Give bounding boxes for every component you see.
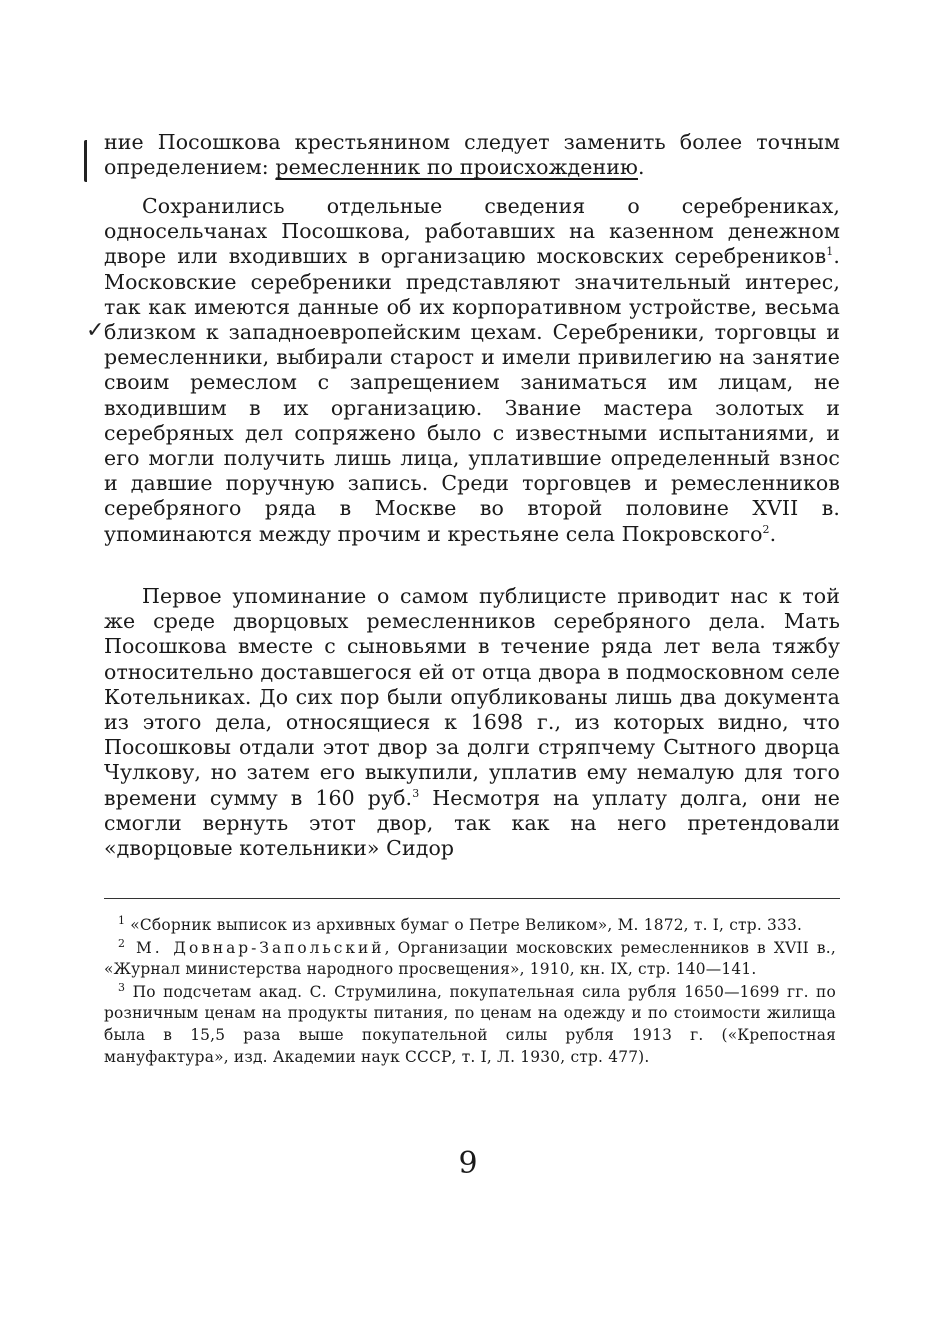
paragraph-3 <box>104 584 840 861</box>
paragraph-1-text: ние Посошкова крестьянином следует заменить более точным определением: <box>104 130 840 180</box>
paragraph-2 <box>104 194 840 547</box>
footnote-ref-1[interactable]: 1 <box>826 245 834 259</box>
underlined-phrase: ремесленник по происхождению <box>275 155 638 180</box>
footnote-3-text: По подсчетам акад. С. Струмилина, покупательная сила рубля 1650—1699 гг. по розничным ценам на продукты питания, по ценам на одежду и по стоимости жилища была в 15,5 раза выше покупательной силы рубля 1913 г. («Крепостная мануфактура», изд. Академии наук СССР, т. I, Л. 1930, стр. 477). <box>104 982 836 1066</box>
footnote-ref-3[interactable]: 3 <box>412 786 420 800</box>
page-number: 9 <box>458 1146 478 1181</box>
paragraph-2-part1: Сохранились отдельные сведения о серебрениках, односельчанах Посошкова, работавших на казенном денежном дворе или входивших в организацию московских серебреников <box>104 194 840 269</box>
paragraph-3-part1: Первое упоминание о самом публицисте приводит нас к той же среде дворцовых ремесленников серебряного дела. Мать Посошкова вместе с сыновьями в течение ряда лет вела тяжбу относительно доставшегося ей от отца двора в подмосковном селе Котельниках. До сих пор были опубликованы лишь два документа из этого дела, относящиеся к 1698 г., из которых видно, что Посошковы отдали этот двор за долги стряпчему Сытного дворца Чулкову, но затем его выкупили, уплатив ему немалую для того времени сумму в 160 руб. <box>104 584 840 810</box>
paragraph-first-mention <box>104 584 840 861</box>
footnote-3 <box>104 982 836 1068</box>
footnotes-block <box>104 915 836 1069</box>
paragraph-2-end: . <box>769 521 777 546</box>
paragraph-1 <box>104 130 840 180</box>
footnote-2-mark: 2 <box>118 936 126 950</box>
paragraph-1-end: . <box>637 155 645 180</box>
paragraph-2-part2: . Московские серебреники представляют значительный интерес, так как имеются данные об их корпоративном устройстве, весьма близком к западноевропейским цехам. Серебреники, торговцы и ремесленники, выбирали старост и имели привилегию на занятие своим ремеслом с запрещением заниматься им лицам, не входившим в их организацию. Звание мастера золотых и серебряных дел сопряжено было с известными испытаниями, и его могли получить лишь лица, уплатившие определенный взнос и давшие поручную запись. Среди торговцев и ремесленников серебряного ряда в Москве во второй половине XVII в. упоминаются между прочим и крестьяне села Покровского <box>104 244 840 546</box>
footnote-1 <box>104 915 836 937</box>
footnote-1-mark: 1 <box>118 913 126 927</box>
footnote-3-mark: 3 <box>118 980 126 994</box>
footnote-divider <box>104 898 840 899</box>
margin-bracket-mark <box>84 140 91 182</box>
footnote-2-author: М. Довнар-Запольский <box>125 938 385 957</box>
footnote-2-text: , Организации московских ремесленников в XVII в., «Журнал министерства народного просвещения», 1910, кн. IX, стр. 140—141. <box>104 938 836 979</box>
paragraph-continuation <box>104 130 840 180</box>
footnote-ref-2[interactable]: 2 <box>762 522 770 536</box>
margin-check-mark: ✓ <box>86 318 105 343</box>
paragraph-silversmiths <box>104 194 840 547</box>
footnote-2 <box>104 938 836 981</box>
footnote-1-text: «Сборник выписок из архивных бумаг о Петре Великом», М. 1872, т. I, стр. 333. <box>125 916 803 934</box>
paragraph-3-part2: Несмотря на уплату долга, они не смогли вернуть этот двор, так как на него претендовали «дворцовые котельники» Сидор <box>104 785 841 861</box>
